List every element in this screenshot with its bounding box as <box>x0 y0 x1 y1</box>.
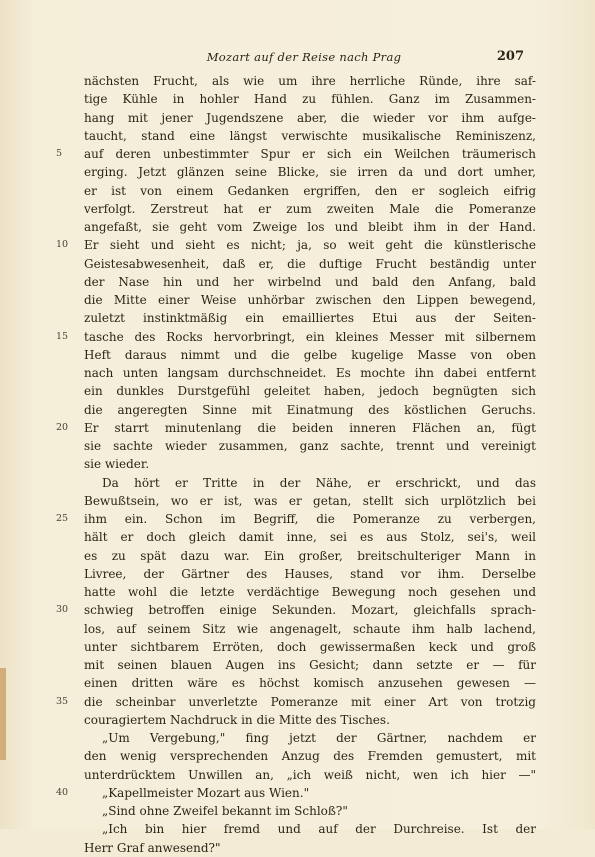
line-number: 15 <box>56 330 69 342</box>
text-line <box>84 163 536 181</box>
line-text: hält er doch gleich damit inne, sei es aus Stolz, sei's, weil <box>84 530 536 545</box>
line-text: tige Kühle in hohler Hand zu fühlen. Ganz im Zusammen- <box>84 92 536 107</box>
text-line <box>84 839 536 857</box>
page-number: 207 <box>496 49 524 64</box>
line-text: die angeregten Sinne mit Einatmung des köstlichen Geruchs. <box>84 402 536 417</box>
text-line <box>84 90 536 108</box>
line-text: hatte wohl die letzte verdächtige Bewegung noch gesehen und <box>84 585 536 599</box>
line-text: Geistesabwesenheit, daß er, die duftige Frucht beständig unter <box>84 256 536 271</box>
text-line <box>84 474 536 492</box>
line-text: Er sieht und sieht es nicht; ja, so weit geht die künstlerische <box>84 238 536 253</box>
line-text: die scheinbar unverletzte Pomeranze mit einer Art von trotzig <box>84 694 536 709</box>
text-line <box>56 236 536 254</box>
text-line <box>84 346 536 364</box>
text-line <box>56 145 536 163</box>
text-line <box>84 455 536 473</box>
text-line <box>84 72 536 90</box>
line-text: die Mitte einer Weise unhörbar zwischen den Lippen bewegend, <box>84 293 536 307</box>
line-text: der Nase hin und her wirbelnd und bald den Anfang, bald <box>84 274 536 289</box>
text-line <box>56 784 536 802</box>
line-text: Herr Graf anwesend?" <box>84 840 221 855</box>
line-number: 5 <box>56 148 63 159</box>
text-line <box>56 419 536 437</box>
body-text <box>56 72 536 857</box>
text-line <box>84 309 536 327</box>
text-line <box>84 437 536 455</box>
line-text: „Um Vergebung," fing jetzt der Gärtner, nachdem er <box>102 731 536 745</box>
text-line <box>56 693 536 711</box>
text-line <box>84 273 536 291</box>
text-line <box>84 291 536 309</box>
line-text: zuletzt instinktmäßig ein emailliertes Etui aus der Seiten- <box>84 311 536 326</box>
text-line <box>56 510 536 528</box>
text-line <box>84 492 536 510</box>
line-text: verfolgt. Zerstreut hat er zum zweiten Male die Pomeranze <box>84 201 536 216</box>
line-text: ihm ein. Schon im Begriff, die Pomeranze zu verbergen, <box>84 512 536 526</box>
running-title: Mozart auf der Reise nach Prag <box>206 50 402 64</box>
line-text: hang mit jener Jugendszene aber, die wieder vor ihm aufge- <box>84 110 536 125</box>
line-text: „Ich bin hier fremd und auf der Durchreise. Ist der <box>102 822 536 837</box>
text-line <box>84 820 536 838</box>
line-text: „Kapellmeister Mozart aus Wien." <box>102 785 310 800</box>
line-text: auf deren unbestimmter Spur er sich ein Weilchen träumerisch <box>84 147 536 161</box>
page-header <box>84 50 524 68</box>
text-line <box>84 200 536 218</box>
line-text: Livree, der Gärtner des Hauses, stand vor ihm. Derselbe <box>84 566 536 581</box>
line-text: unterdrücktem Unwillen an, „ich weiß nicht, wen ich hier —" <box>84 767 536 782</box>
text-line <box>84 109 536 127</box>
text-line <box>84 729 536 747</box>
line-text: den wenig versprechenden Anzug des Fremden gemustert, mit <box>84 749 536 764</box>
line-text: unter sichtbarem Erröten, doch gewissermaßen keck und groß <box>84 639 536 654</box>
text-line <box>84 528 536 546</box>
line-text: nächsten Frucht, als wie um ihre herrliche Ründe, ihre saf- <box>84 74 536 88</box>
text-line <box>84 656 536 674</box>
line-text: „Sind ohne Zweifel bekannt im Schloß?" <box>102 804 348 818</box>
line-number: 30 <box>56 604 69 616</box>
line-text: Er starrt minutenlang die beiden inneren Flächen an, fügt <box>84 420 536 435</box>
text-line <box>84 255 536 273</box>
line-text: es zu spät dazu war. Ein großer, breitschulteriger Mann in <box>84 548 536 563</box>
line-text: sie wieder. <box>84 457 150 472</box>
text-line <box>84 382 536 400</box>
page-edge-tab <box>0 668 6 760</box>
text-line <box>84 182 536 200</box>
line-text: nach unten langsam durchschneidet. Es mochte ihn dabei entfernt <box>84 366 536 380</box>
text-line <box>84 674 536 692</box>
line-text: los, auf seinem Sitz wie angenagelt, schaute ihm halb lachend, <box>84 621 536 636</box>
text-line <box>84 401 536 419</box>
line-text: einen dritten wäre es höchst komisch anzusehen gewesen — <box>84 676 536 691</box>
line-text: ein dunkles Durstgefühl geleitet haben, jedoch begnügten sich <box>84 384 536 399</box>
line-text: mit seinen blauen Augen ins Gesicht; dann setzte er — für <box>84 658 536 672</box>
line-text: Da hört er Tritte in der Nähe, er erschrickt, und das <box>102 475 536 490</box>
line-text: taucht, stand eine längst verwischte musikalische Reminiszenz, <box>84 128 536 143</box>
line-number: 40 <box>56 786 69 798</box>
text-line <box>84 711 536 729</box>
text-line <box>84 620 536 638</box>
line-text: tasche des Rocks hervorbringt, ein kleines Messer mit silbernem <box>84 329 536 344</box>
text-line <box>84 218 536 236</box>
text-line <box>84 766 536 784</box>
text-line <box>56 601 536 619</box>
line-number: 20 <box>56 421 69 433</box>
text-line <box>84 547 536 565</box>
line-text: couragiertem Nachdruck in die Mitte des Tisches. <box>84 712 390 727</box>
text-line <box>84 565 536 583</box>
text-line <box>84 364 536 382</box>
line-text: erging. Jetzt glänzen seine Blicke, sie irren da und dort umher, <box>84 165 536 180</box>
line-number: 35 <box>56 695 69 707</box>
line-text: schwieg betroffen einige Sekunden. Mozart, gleichfalls sprach- <box>84 603 536 618</box>
text-line <box>84 583 536 601</box>
text-line <box>84 638 536 656</box>
line-text: Heft daraus nimmt und die gelbe kugelige Masse von oben <box>84 347 536 362</box>
line-number: 10 <box>56 239 69 251</box>
text-line <box>56 328 536 346</box>
text-line <box>84 127 536 145</box>
line-text: er ist von einem Gedanken ergriffen, den er sogleich eifrig <box>84 183 536 198</box>
line-text: Bewußtsein, wo er ist, was er getan, stellt sich urplötzlich bei <box>84 493 536 508</box>
line-text: sie sachte wieder zusammen, ganz sachte, trennt und vereinigt <box>84 439 536 453</box>
line-number: 25 <box>56 513 69 524</box>
line-text: angefaßt, sie geht vom Zweige los und bleibt ihm in der Hand. <box>84 220 536 234</box>
text-line <box>84 747 536 765</box>
text-line <box>84 802 536 820</box>
